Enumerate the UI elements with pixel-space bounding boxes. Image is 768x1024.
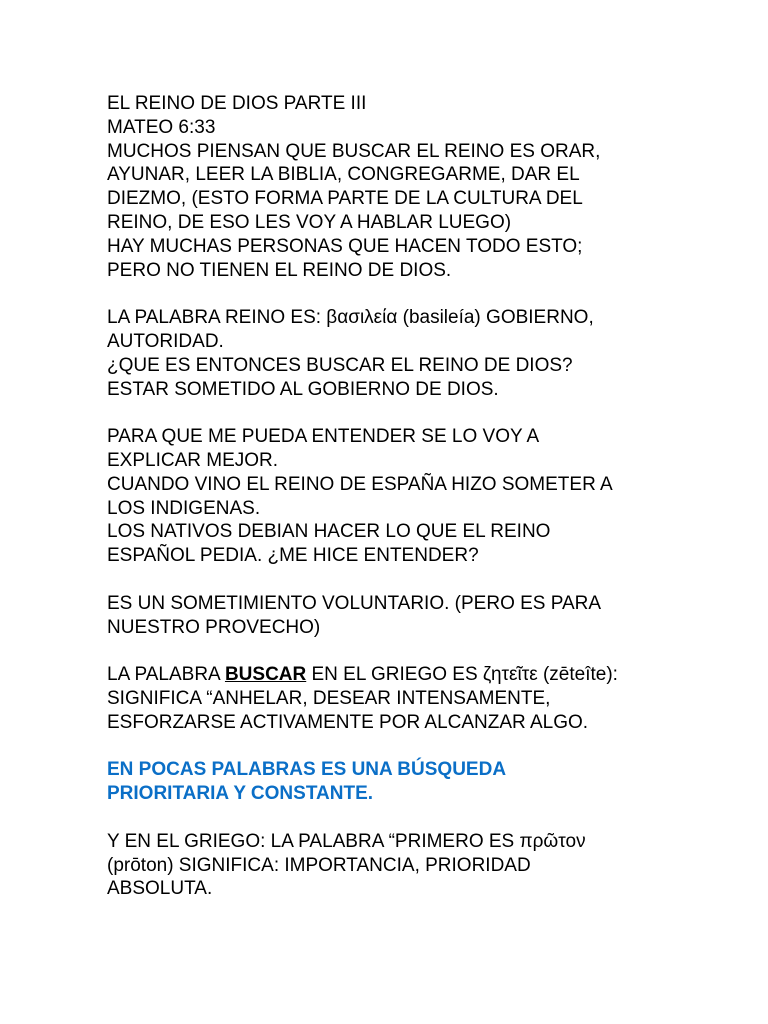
paragraph-sometimiento	[107, 592, 667, 640]
text-line: DIEZMO, (ESTO FORMA PARTE DE LA CULTURA DEL	[107, 188, 583, 210]
text-line: NUESTRO PROVECHO)	[107, 616, 321, 638]
paragraph-primero	[107, 830, 667, 901]
text-line: PERO NO TIENEN EL REINO DE DIOS.	[107, 259, 452, 281]
text-line: ¿QUE ES ENTONCES BUSCAR EL REINO DE DIOS?	[107, 354, 573, 376]
text-line: AUTORIDAD.	[107, 330, 224, 352]
text-line: EXPLICAR MEJOR.	[107, 449, 279, 471]
text-line: ES UN SOMETIMIENTO VOLUNTARIO. (PERO ES PARA	[107, 592, 602, 614]
text-line: ESFORZARSE ACTIVAMENTE POR ALCANZAR ALGO.	[107, 711, 589, 733]
scripture-reference: MATEO 6:33	[107, 116, 216, 138]
highlighted-statement	[107, 758, 667, 806]
emphasized-word: BUSCAR	[224, 664, 307, 686]
highlight-line: EN POCAS PALABRAS ES UNA BÚSQUEDA	[107, 759, 507, 781]
highlight-line: PRIORITARIA Y CONSTANTE.	[107, 783, 374, 805]
text-segment: LA PALABRA	[107, 664, 225, 686]
paragraph-palabra-buscar	[107, 663, 667, 734]
paragraph-explicacion	[107, 425, 667, 568]
paragraph-spacer	[107, 806, 667, 830]
document-title: EL REINO DE DIOS PARTE III	[107, 93, 367, 114]
text-line: CUANDO VINO EL REINO DE ESPAÑA HIZO SOMETER A	[107, 473, 613, 495]
paragraph-palabra-reino	[107, 306, 667, 401]
text-segment: EN EL GRIEGO ES ζητεῖτε (zēteîte):	[306, 664, 618, 686]
text-line: ABSOLUTA.	[107, 878, 213, 900]
text-line: MUCHOS PIENSAN QUE BUSCAR EL REINO ES ORAR,	[107, 140, 601, 162]
text-line: ESTAR SOMETIDO AL GOBIERNO DE DIOS.	[107, 378, 499, 400]
document-body	[107, 92, 667, 901]
paragraph-buscar-reino	[107, 140, 667, 283]
text-line: (prōton) SIGNIFICA: IMPORTANCIA, PRIORIDAD	[107, 854, 531, 876]
text-line: ESPAÑOL PEDIA. ¿ME HICE ENTENDER?	[107, 545, 479, 567]
paragraph-spacer	[107, 639, 667, 663]
text-line	[107, 663, 667, 687]
text-line: AYUNAR, LEER LA BIBLIA, CONGREGARME, DAR EL	[107, 164, 580, 186]
text-line: LOS INDIGENAS.	[107, 497, 261, 519]
text-line: Y EN EL GRIEGO: LA PALABRA “PRIMERO ES πρῶτον	[107, 830, 586, 852]
text-line: LA PALABRA REINO ES: βασιλεία (basileía) GOBIERNO,	[107, 307, 594, 329]
paragraph-spacer	[107, 568, 667, 592]
text-line: HAY MUCHAS PERSONAS QUE HACEN TODO ESTO;	[107, 235, 583, 257]
paragraph-spacer	[107, 282, 667, 306]
text-line: LOS NATIVOS DEBIAN HACER LO QUE EL REINO	[107, 521, 551, 543]
text-line: REINO, DE ESO LES VOY A HABLAR LUEGO)	[107, 211, 512, 233]
text-line: PARA QUE ME PUEDA ENTENDER SE LO VOY A	[107, 426, 540, 448]
paragraph-spacer	[107, 401, 667, 425]
paragraph-spacer	[107, 735, 667, 759]
text-line: SIGNIFICA “ANHELAR, DESEAR INTENSAMENTE,	[107, 687, 551, 709]
